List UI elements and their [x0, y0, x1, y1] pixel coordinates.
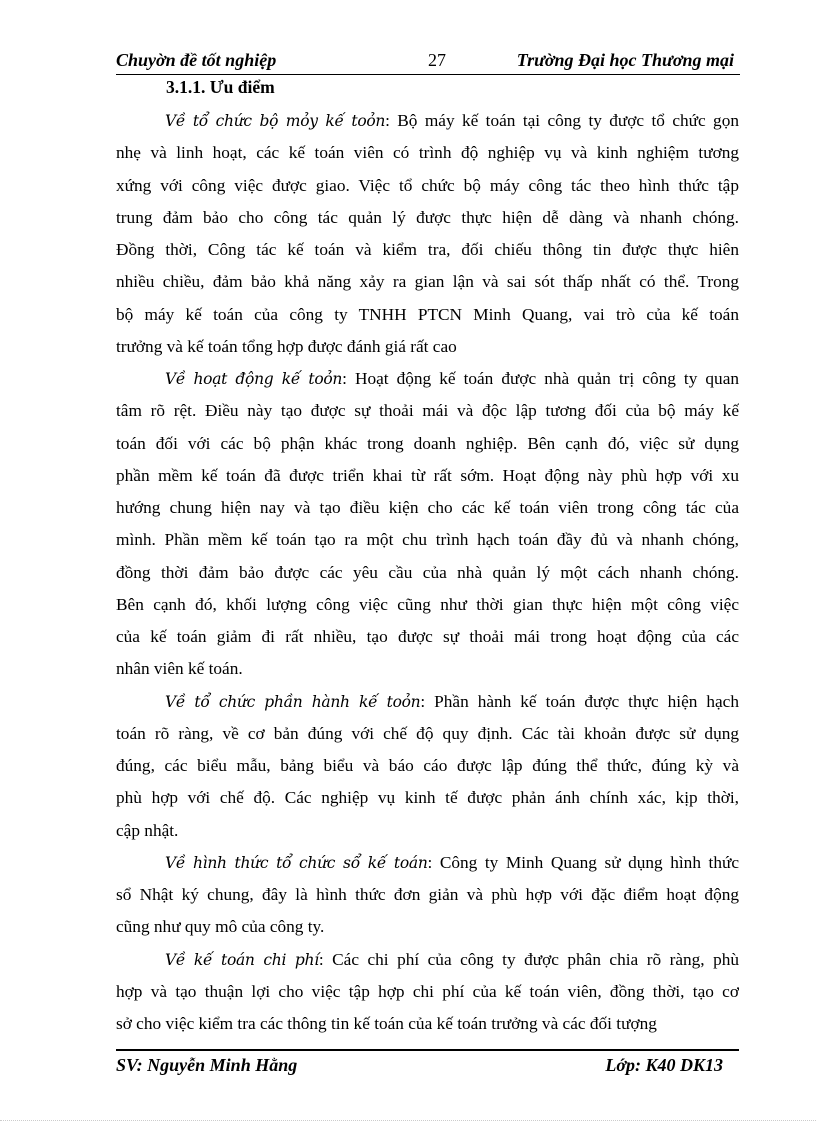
- text-line: [116, 782, 739, 814]
- text-line: [116, 395, 739, 427]
- line-text: cập nhật.: [116, 820, 179, 840]
- line-text: của kế toán giảm đi rất nhiều, tạo được sự thoải mái trong hoạt động của các: [116, 627, 739, 646]
- text-line: [116, 105, 739, 137]
- text-line: [116, 331, 739, 363]
- text-line: [116, 170, 739, 202]
- line-text: : Hoạt động kế toán được nhà quản trị công ty quan: [342, 369, 739, 388]
- line-text: đồng thời đảm bảo được các yêu cầu của nhà quản lý một cách nhanh chóng.: [116, 562, 739, 582]
- line-text: nhiều chiều, đảm bảo khả năng xảy ra gian lận và sai sót thấp nhất có thể. Trong: [116, 272, 739, 292]
- paragraph: [116, 105, 739, 363]
- text-line: [116, 363, 739, 395]
- paragraph: [116, 944, 739, 1041]
- page-edge-divider: [0, 1120, 816, 1121]
- paragraph: [116, 363, 739, 686]
- document-body: [116, 105, 739, 1040]
- text-line: [116, 718, 739, 750]
- paragraph-lead: Về kế toán chi phí: [165, 950, 319, 969]
- line-text: phần mềm kế toán đã được triển khai từ rất sớm. Hoạt động này phù hợp với xu: [116, 465, 739, 485]
- line-text: : Công ty Minh Quang sử dụng hình thức: [427, 852, 739, 872]
- line-text: nhân viên kế toán.: [116, 659, 243, 679]
- paragraph: [116, 686, 739, 847]
- text-line: [116, 492, 739, 524]
- line-text: Đồng thời, Công tác kế toán và kiểm tra, đối chiếu thông tin được thực hiên: [116, 240, 739, 259]
- text-line: [116, 589, 739, 621]
- text-line: [116, 653, 739, 685]
- header-thesis-title: Chuyờn đề tốt nghiệp: [116, 50, 277, 70]
- line-text: sở cho việc kiểm tra các thông tin kế toán của kế toán trưởng và các đối tượng: [116, 1014, 657, 1033]
- text-line: [116, 815, 739, 847]
- text-line: [116, 299, 739, 331]
- page-number: 27: [428, 50, 446, 70]
- paragraph-lead: Về hoạt động kế toỏn: [165, 370, 343, 388]
- line-text: bộ máy kế toán của công ty TNHH PTCN Minh Quang, vai trò của kế toán: [116, 304, 739, 324]
- text-line: [116, 524, 739, 556]
- line-text: Bên cạnh đó, khối lượng công việc cũng như thời gian thực hiện một công việc: [116, 594, 739, 614]
- page-header: [116, 48, 740, 75]
- line-text: nhẹ và linh hoạt, các kế toán viên có trình độ nghiệp vụ và kinh nghiệm tương: [116, 143, 739, 163]
- line-text: : Các chi phí của công ty được phân chia rõ ràng, phù: [318, 949, 739, 969]
- line-text: phù hợp với chế độ. Các nghiệp vụ kinh tế được phản ánh chính xác, kịp thời,: [116, 788, 739, 808]
- line-text: mình. Phần mềm kế toán tạo ra một chu trình hạch toán đầy đủ và nhanh chóng,: [116, 530, 739, 550]
- text-line: [116, 944, 739, 976]
- paragraph-lead: Về tổ chức bộ mỏy kế toỏn: [165, 112, 386, 130]
- text-line: [116, 234, 739, 266]
- text-line: [116, 750, 739, 782]
- line-text: sổ Nhật ký chung, đây là hình thức đơn giản và phù hợp với đặc điểm hoạt động: [116, 885, 739, 904]
- line-text: trung đảm bảo cho công tác quản lý được thực hiện dễ dàng và nhanh chóng.: [116, 207, 739, 227]
- text-line: [116, 879, 739, 911]
- paragraph-lead: Về tổ chức phần hành kế toỏn: [165, 692, 421, 711]
- text-line: [116, 621, 739, 653]
- line-text: toán đối với các bộ phận khác trong doanh nghiệp. Bên cạnh đó, việc sử dụng: [116, 433, 739, 453]
- footer-student: SV: Nguyễn Minh Hằng: [116, 1055, 298, 1075]
- line-text: : Phần hành kế toán được thực hiện hạch: [420, 691, 739, 711]
- page-footer: [116, 1049, 739, 1075]
- line-text: : Bộ máy kế toán tại công ty được tổ chức gọn: [385, 111, 739, 130]
- text-line: [116, 428, 739, 460]
- line-text: đúng, các biểu mẫu, bảng biểu và báo cáo được lập đúng thể thức, đúng kỳ và: [116, 756, 739, 775]
- text-line: [116, 911, 739, 943]
- text-line: [116, 202, 739, 234]
- text-line: [116, 686, 739, 718]
- paragraph: [116, 847, 739, 944]
- header-university: Trường Đại học Thương mại: [516, 50, 734, 70]
- text-line: [116, 137, 739, 169]
- text-line: [116, 266, 739, 298]
- footer-class: Lớp: K40 DK13: [605, 1055, 723, 1075]
- text-line: [116, 460, 739, 492]
- section-heading: 3.1.1. Ưu điểm: [166, 77, 275, 97]
- line-text: hướng chung hiện nay và tạo điều kiện cho các kế toán viên trong công tác của: [116, 498, 739, 517]
- line-text: toán rõ ràng, về cơ bản đúng với chế độ quy định. Các tài khoản được sử dụng: [116, 723, 739, 743]
- line-text: tâm rõ rệt. Điều này tạo được sự thoải mái và độc lập tương đối của bộ máy kế: [116, 401, 739, 421]
- paragraph-lead: Về hình thức tổ chức sổ kế toán: [165, 853, 428, 872]
- line-text: cũng như quy mô của công ty.: [116, 917, 325, 937]
- line-text: trưởng và kế toán tổng hợp được đánh giá rất cao: [116, 336, 457, 356]
- text-line: [116, 557, 739, 589]
- line-text: xứng với công việc được giao. Việc tổ chức bộ máy công tác theo hình thức tập: [116, 175, 739, 195]
- text-line: [116, 976, 739, 1008]
- text-line: [116, 847, 739, 879]
- line-text: hợp và tạo thuận lợi cho việc tập hợp chi phí của kế toán viên, đồng thời, tạo cơ: [116, 981, 739, 1001]
- text-line: [116, 1008, 739, 1040]
